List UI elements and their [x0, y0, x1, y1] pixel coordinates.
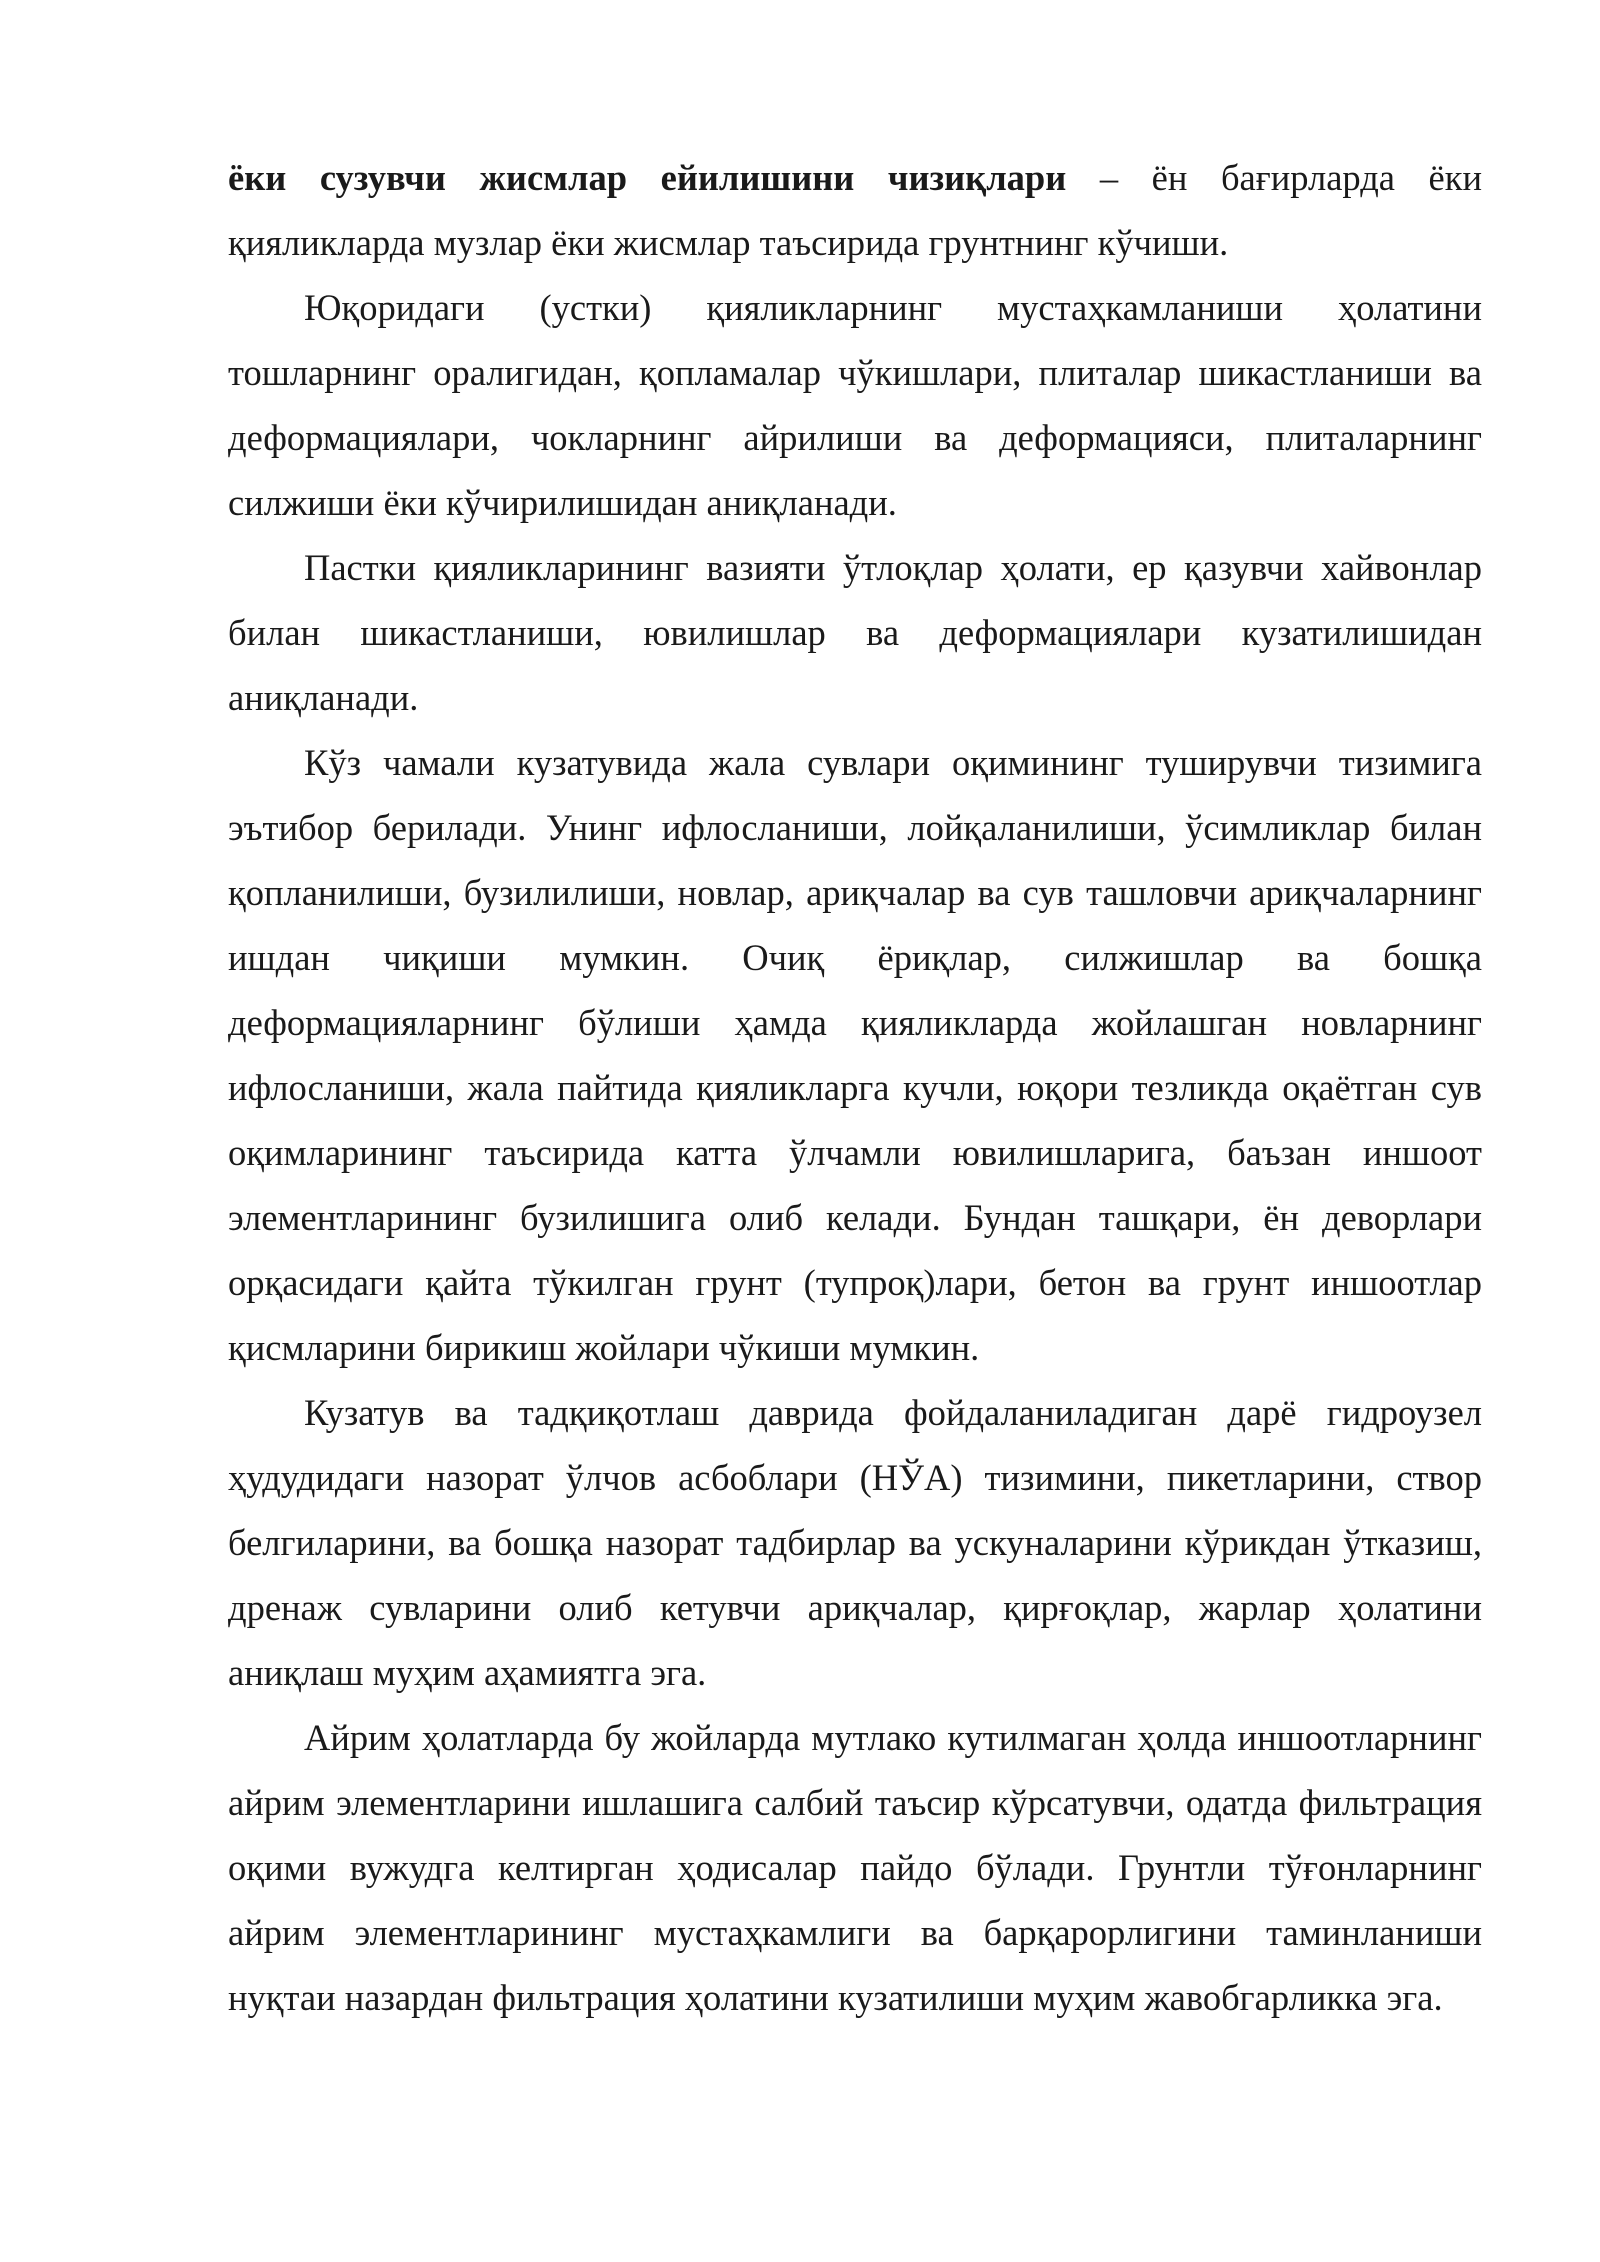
paragraph-6: Айрим ҳолатларда бу жойларда мутлако кутилмаган ҳолда иншоотларнинг айрим элементларини ишлашига салбий таъсир кўрсатувчи, одатда фильтрация оқими вужудга келтирган ҳодисалар пайдо бўлади. Грунтли тўғонларнинг айрим элементларининг мустаҳкамлиги ва барқарорлигини таминланиши нуқтаи назардан фильтрация ҳолатини кузатилиши муҳим жавобгарликка эга. — [228, 1717, 1482, 2018]
paragraph-1-text: – ён бағирларда ёки қияликларда музлар ёки жисмлар таъсирида грунтнинг кўчиши. — [228, 157, 1482, 263]
paragraph-1 — [228, 145, 1482, 275]
paragraph-5: Кузатув ва тадқиқотлаш даврида фойдаланиладиган дарё гидроузел ҳудудидаги назорат ўлчов асбоблари (НЎА) тизимини, пикетларини, створ белгиларини, ва бошқа назорат тадбирлар ва ускуналарини кўрикдан ўтказиш, дренаж сувларини олиб кетувчи ариқчалар, қирғоқлар, жарлар ҳолатини аниқлаш муҳим аҳамиятга эга. — [228, 1392, 1482, 1693]
paragraph-3: Пастки қияликларининг вазияти ўтлоқлар ҳолати, ер қазувчи хайвонлар билан шикастланиши, ювилишлар ва деформациялари кузатилишидан аниқланади. — [228, 547, 1482, 718]
paragraph-1-bold-term: ёки сузувчи жисмлар ейилишини чизиқлари — [228, 157, 1067, 198]
document-page — [228, 145, 1482, 2030]
paragraph-4: Кўз чамали кузатувида жала сувлари оқимининг туширувчи тизимига эътибор берилади. Унинг ифлосланиши, лойқаланилиши, ўсимликлар билан қопланилиши, бузилилиши, новлар, ариқчалар ва сув ташловчи ариқчаларнинг ишдан чиқиши мумкин. Очиқ ёриқлар, силжишлар ва бошқа деформацияларнинг бўлиши ҳамда қияликларда жойлашган новларнинг ифлосланиши, жала пайтида қияликларга кучли, юқори тезликда оқаётган сув оқимларининг таъсирида катта ўлчамли ювилишларига, баъзан иншоот элементларининг бузилишига олиб келади. Бундан ташқари, ён деворлари орқасидаги қайта тўкилган грунт (тупроқ)лари, бетон ва грунт иншоотлар қисмларини бирикиш жойлари чўкиши мумкин. — [228, 742, 1482, 1368]
paragraph-2: Юқоридаги (устки) қияликларнинг мустаҳкамланиши ҳолатини тошларнинг оралигидан, қопламалар чўкишлари, плиталар шикастланиши ва деформациялари, чокларнинг айрилиши ва деформацияси, плиталарнинг силжиши ёки кўчирилишидан аниқланади. — [228, 287, 1482, 523]
